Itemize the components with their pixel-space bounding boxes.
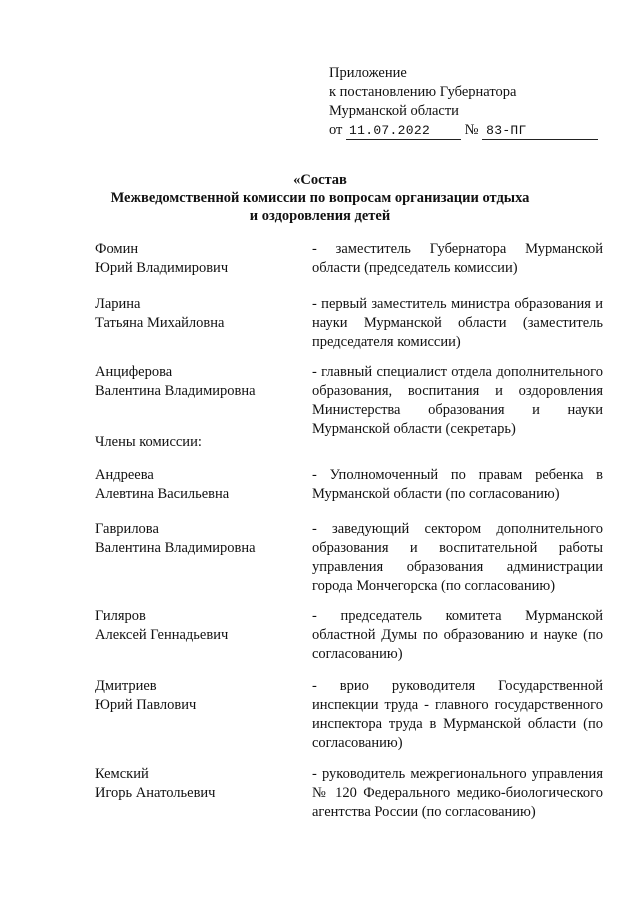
heading-line-3: и оздоровления детей xyxy=(249,208,391,224)
given-names: Алексей Геннадьевич xyxy=(95,627,229,643)
person-role: - главный специалист отдела дополнительного образования, воспитания и оздоровления Министерства образования и науки Мурманской области (секретарь) xyxy=(312,364,603,437)
given-names: Юрий Владимирович xyxy=(95,260,229,276)
given-names: Валентина Владимировна xyxy=(95,540,256,556)
surname: Гаврилова xyxy=(95,521,159,537)
person-name xyxy=(95,520,295,558)
person-name xyxy=(95,607,295,645)
given-names: Татьяна Михайловна xyxy=(95,315,225,331)
person-name xyxy=(95,677,295,715)
surname: Гиляров xyxy=(95,608,146,624)
appendix-block xyxy=(329,64,609,140)
person-name xyxy=(95,765,295,803)
person-name xyxy=(95,295,295,333)
surname: Анциферова xyxy=(95,364,173,380)
surname: Андреева xyxy=(95,467,154,483)
surname: Кемский xyxy=(95,766,149,782)
person-role: - заместитель Губернатора Мурманской области (председатель комиссии) xyxy=(312,241,603,276)
person-role: - Уполномоченный по правам ребенка в Мурманской области (по согласованию) xyxy=(312,467,603,502)
surname: Ларина xyxy=(95,296,141,312)
decree-reference xyxy=(329,121,609,140)
person-name xyxy=(95,240,295,278)
person-name xyxy=(95,363,295,401)
given-names: Юрий Павлович xyxy=(95,697,197,713)
given-names: Валентина Владимировна xyxy=(95,383,256,399)
person-role: - руководитель межрегионального управления № 120 Федерального медико-биологического агентства России (по согласованию) xyxy=(312,766,603,820)
given-names: Алевтина Васильевна xyxy=(95,486,230,502)
heading-line-1: «Состав xyxy=(293,172,347,188)
decree-number: 83-ПГ xyxy=(486,123,527,138)
decree-number-field xyxy=(482,122,598,140)
surname: Фомин xyxy=(95,241,139,257)
person-role: - заведующий сектором дополнительного образования и воспитательной работы управления образования администрации города Мончегорска (по согласованию) xyxy=(312,521,603,594)
members-label: Члены комиссии: xyxy=(95,434,202,450)
decree-date-field xyxy=(346,122,461,140)
given-names: Игорь Анатольевич xyxy=(95,785,216,801)
person-role: - председатель комитета Мурманской областной Думы по образованию и науке (по согласованию) xyxy=(312,608,603,662)
number-label: № xyxy=(464,122,479,138)
appendix-region-line: Мурманской области xyxy=(329,103,459,119)
document-heading xyxy=(0,171,640,225)
person-role: - врио руководителя Государственной инспекции труда - главного государственного инспектора труда в Мурманской области (по согласованию) xyxy=(312,678,603,751)
person-name xyxy=(95,466,295,504)
from-label: от xyxy=(329,122,343,138)
appendix-title: Приложение xyxy=(329,65,407,81)
heading-line-2: Межведомственной комиссии по вопросам организации отдыха xyxy=(110,190,530,206)
person-role: - первый заместитель министра образования и науки Мурманской области (заместитель председателя комиссии) xyxy=(312,296,603,350)
appendix-decree-line: к постановлению Губернатора xyxy=(329,84,517,100)
decree-date: 11.07.2022 xyxy=(349,123,431,138)
surname: Дмитриев xyxy=(95,678,157,694)
